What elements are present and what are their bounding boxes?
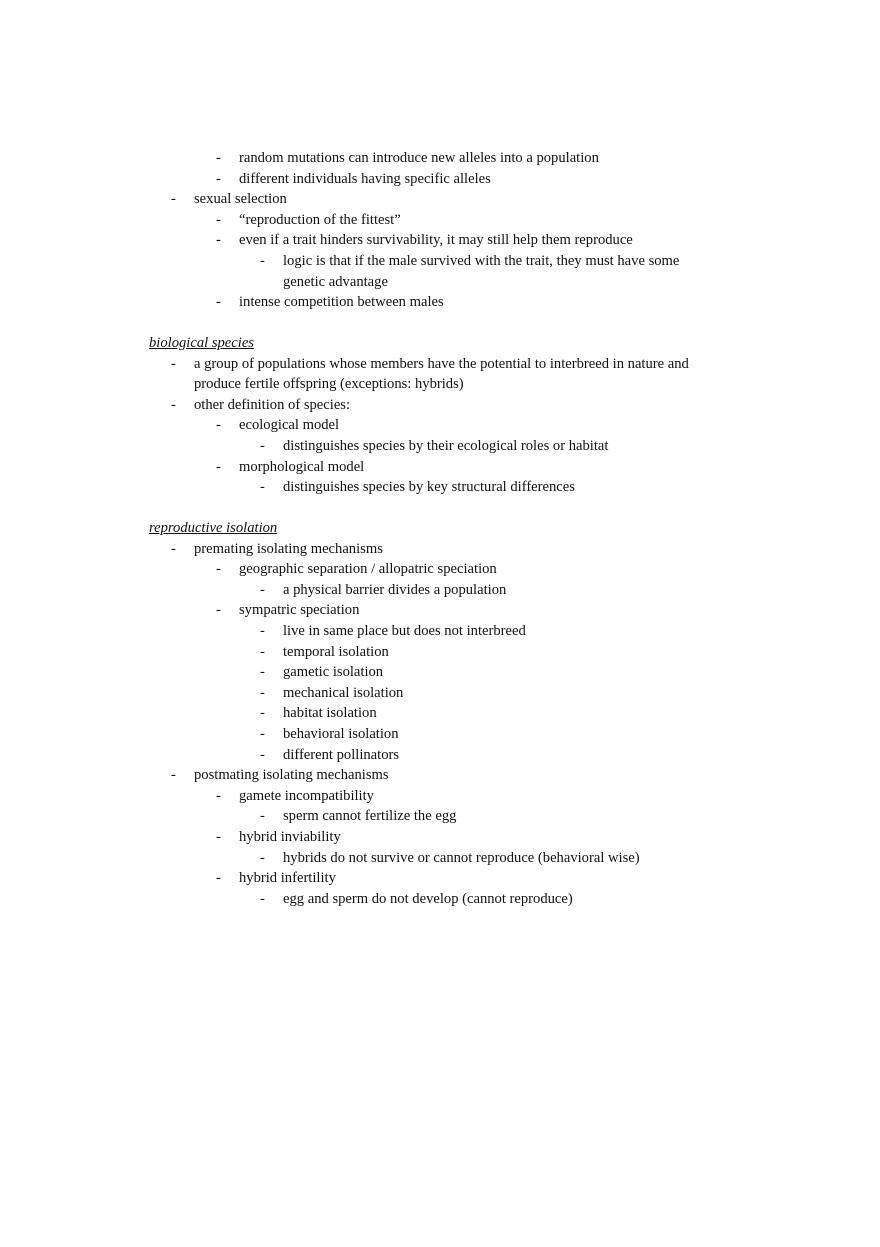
- list-item-text: different individuals having specific alleles: [239, 170, 491, 187]
- list-item-text: egg and sperm do not develop (cannot reproduce): [283, 890, 573, 907]
- list-item-text: postmating isolating mechanisms: [194, 767, 389, 784]
- list-item-text: mechanical isolation: [283, 684, 404, 701]
- list-item-text: other definition of species:: [194, 396, 351, 413]
- section-heading-biological-species: biological species: [149, 335, 254, 351]
- bullet-dash: -: [216, 294, 221, 311]
- list-item-text: distinguishes species by their ecological roles or habitat: [283, 438, 609, 454]
- list-item-text: sympatric speciation: [239, 602, 360, 619]
- bullet-dash: -: [216, 170, 221, 187]
- bullet-dash: -: [260, 479, 265, 496]
- bullet-dash: -: [171, 355, 176, 372]
- list-item-text: geographic separation / allopatric speciation: [239, 561, 497, 578]
- bullet-dash: -: [216, 417, 221, 434]
- bullet-dash: -: [216, 561, 221, 578]
- bullet-dash: -: [171, 396, 176, 413]
- bullet-dash: -: [260, 890, 265, 907]
- list-item-text: sperm cannot fertilize the egg: [283, 808, 457, 825]
- bullet-dash: -: [260, 726, 265, 742]
- list-item-text: logic is that if the male survived with the trait, they must have some: [283, 253, 680, 269]
- bullet-dash: -: [216, 829, 221, 845]
- bullet-dash: -: [260, 581, 265, 598]
- list-item-text: morphological model: [239, 458, 365, 475]
- bullet-dash: -: [216, 211, 221, 228]
- list-item-text: a group of populations whose members have the potential to interbreed in nature and: [194, 355, 689, 372]
- bullet-dash: -: [171, 767, 176, 784]
- list-item-text: ecological model: [239, 417, 340, 434]
- list-item-text: genetic advantage: [283, 273, 388, 290]
- bullet-dash: -: [260, 849, 265, 866]
- bullet-dash: -: [260, 808, 265, 825]
- bullet-dash: -: [216, 232, 221, 249]
- list-item-text: live in same place but does not interbreed: [283, 623, 526, 639]
- list-item-text: random mutations can introduce new alleles into a population: [239, 150, 599, 166]
- list-item-text: distinguishes species by key structural differences: [283, 479, 575, 496]
- list-item-text: hybrid inviability: [239, 829, 341, 845]
- list-item-text: produce fertile offspring (exceptions: hybrids): [194, 376, 464, 393]
- list-item-text: hybrids do not survive or cannot reproduce (behavioral wise): [283, 849, 640, 866]
- bullet-dash: -: [260, 438, 265, 454]
- list-item-text: even if a trait hinders survivability, it may still help them reproduce: [239, 232, 633, 249]
- list-item-text: temporal isolation: [283, 643, 389, 660]
- list-item-text: different pollinators: [283, 746, 400, 763]
- list-item-text: habitat isolation: [283, 705, 377, 722]
- bullet-dash: -: [260, 253, 265, 269]
- bullet-dash: -: [216, 458, 221, 475]
- bullet-dash: -: [260, 643, 265, 660]
- list-item-text: intense competition between males: [239, 294, 444, 311]
- bullet-dash: -: [260, 664, 265, 681]
- bullet-dash: -: [216, 870, 221, 887]
- bullet-dash: -: [260, 705, 265, 722]
- list-item-text: premating isolating mechanisms: [194, 540, 383, 557]
- bullet-dash: -: [171, 191, 176, 208]
- list-item-text: a physical barrier divides a population: [283, 581, 507, 598]
- bullet-dash: -: [260, 684, 265, 701]
- bullet-dash: -: [216, 602, 221, 619]
- bullet-dash: -: [216, 150, 221, 166]
- bullet-dash: -: [260, 623, 265, 639]
- list-item-text: sexual selection: [194, 191, 287, 208]
- section-heading-reproductive-isolation: reproductive isolation: [149, 520, 278, 536]
- bullet-dash: -: [216, 787, 221, 804]
- list-item-text: gametic isolation: [283, 664, 384, 681]
- bullet-dash: -: [171, 540, 176, 557]
- list-item-text: hybrid infertility: [239, 870, 336, 887]
- bullet-dash: -: [260, 746, 265, 763]
- list-item-text: “reproduction of the fittest”: [239, 211, 401, 228]
- list-item-text: behavioral isolation: [283, 726, 399, 742]
- list-item-text: gamete incompatibility: [239, 787, 374, 804]
